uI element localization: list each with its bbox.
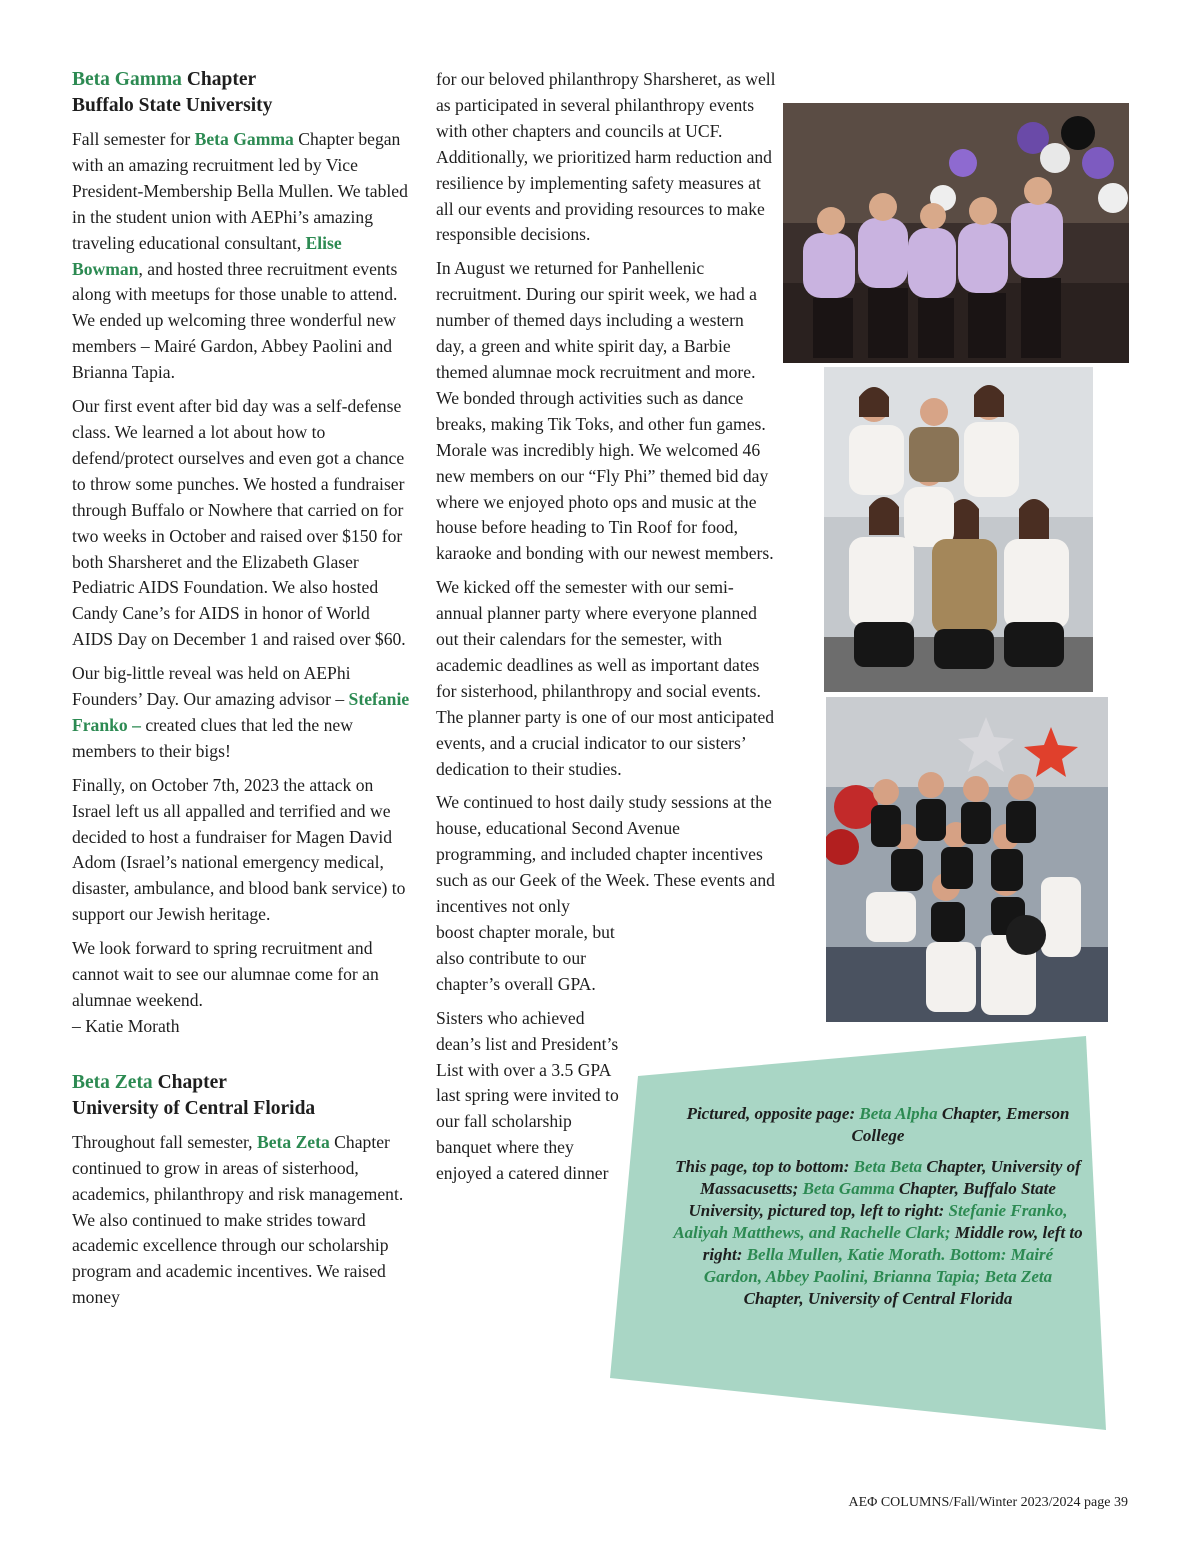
beta-gamma-heading-school: Buffalo State University — [72, 95, 273, 116]
text-run: , and hosted three recruitment events along with meetups for those unable to attend. We ended up welcoming three wonderful new members – Mairé Gardon, Abbey Paolini and Brianna Tapia. — [72, 258, 398, 383]
beta-gamma-paragraph-2: Our first event after bid day was a self-defense class. We learned a lot about how to defend/protect ourselves and even got a chance to throw some punches. We hosted a fundraiser through Buffalo or Nowhere that carried on for two weeks in October and raised over $150 for both Sharsheret and the Elizabeth Glaser Pediatric AIDS Foundation. We also hosted Candy Cane’s for AIDS in honor of World AIDS Day on December 1 and raised over $60. — [72, 396, 406, 650]
caption-opposite-page — [672, 1103, 1084, 1147]
text-run: Chapter continued to grow in areas of sisterhood, academics, philanthropy and risk management. We also continued to make strides toward academic excellence through our scholarship program and academic incentives. We raised money — [72, 1131, 404, 1308]
chapter-name-highlight: Beta Beta — [853, 1157, 923, 1176]
text-run: We continued to host daily study sessions at the house, educational Second Avenue programming, and included chapter incentives such as our Geek of the Week. These events and incentives not only — [436, 792, 775, 917]
beta-gamma-heading-chapter: Beta Gamma — [72, 69, 182, 90]
person-name-highlight: Stefanie Franko – — [72, 689, 410, 735]
text-run: We look forward to spring recruitment and cannot wait to see our alumnae come for an alumnae weekend. — [72, 938, 379, 1010]
photo-caption — [672, 1103, 1084, 1319]
beta-zeta-heading-chapter-word: Chapter — [152, 1071, 227, 1093]
text-run: Chapter, University of Massacusetts; — [700, 1157, 1081, 1198]
page-footer: AEΦ COLUMNS/Fall/Winter 2023/2024 page 39 — [848, 1495, 1128, 1510]
chapter-name-highlight: Beta Zeta — [256, 1131, 330, 1152]
chapter-name-highlight: Beta Gamma — [194, 129, 294, 149]
text-run: Chapter, Emerson College — [851, 1104, 1070, 1145]
beta-gamma-paragraph-4: Finally, on October 7th, 2023 the attack on Israel left us all appalled and terrified and we decided to host a fundraiser for Magen David Adom (Israel’s national emergency medical, disaster, ambulance, and blood bank service) to support our Jewish heritage. — [72, 774, 406, 925]
person-names-highlight: Stefanie Franko, Aaliyah Matthews, and Rachelle Clark; — [673, 1201, 1068, 1242]
beta-zeta-paragraph-2: In August we returned for Panhellenic recruitment. During our spirit week, we had a number of themed days including a western day, a green and white spirit day, a Barbie themed alumnae mock recruitment and more. We bonded through activities such as dance breaks, making Tik Toks, and other fun games. Morale was incredibly high. We welcomed 46 new members on our “Fly Phi” themed bid day where we enjoyed photo ops and music at the house before heading to Tin Roof for food, karaoke and bonding with our newest members. — [436, 258, 774, 564]
beta-zeta-heading-chapter: Beta Zeta — [72, 1071, 153, 1093]
beta-zeta-paragraph-4 — [436, 790, 776, 920]
beta-zeta-paragraph-1-continued: for our beloved philanthropy Sharsheret, as well as participated in several philanthropy events with other chapters and councils at UCF. Additionally, we prioritized harm reduction and resilience by implementing safety measures at all our events and providing resources to make responsible decisions. — [436, 69, 776, 245]
text-run: Our big-little reveal was held on AEPhi Founders’ Day. Our amazing advisor – — [72, 663, 351, 710]
text-run: Throughout fall semester, — [72, 1131, 257, 1152]
text-run: Chapter, University of Central Florida — [743, 1289, 1013, 1308]
text-run: Pictured, opposite page: — [686, 1104, 860, 1123]
text-run: Fall semester for — [72, 129, 195, 149]
beta-zeta-heading — [72, 1070, 412, 1122]
middle-column — [436, 67, 776, 1195]
signature: – Katie Morath — [72, 1015, 180, 1036]
beta-gamma-heading — [72, 67, 412, 119]
photo-beta-zeta-chapter — [826, 697, 1108, 1022]
text-run: This page, top to bottom: — [675, 1157, 854, 1176]
text-run: Chapter, Buffalo State University, pictured top, left to right: — [688, 1179, 1056, 1220]
chapter-name-highlight: Beta Alpha — [859, 1104, 938, 1123]
beta-zeta-heading-school: University of Central Florida — [72, 1097, 316, 1119]
person-names-highlight: Bella Mullen, Katie Morath. Bottom: Mairé Gardon, Abbey Paolini, Brianna Tapia; Beta Zeta — [703, 1245, 1054, 1286]
left-column — [72, 67, 412, 1319]
photo-beta-beta-chapter — [783, 103, 1129, 363]
photo-beta-gamma-chapter — [824, 367, 1093, 692]
beta-gamma-paragraph-3 — [72, 661, 412, 765]
beta-gamma-paragraph-1 — [72, 127, 412, 386]
chapter-name-highlight: Beta Gamma — [802, 1179, 895, 1198]
text-run: Middle row, left to right: — [702, 1223, 1083, 1264]
caption-this-page — [672, 1156, 1084, 1310]
beta-zeta-paragraph-3: We kicked off the semester with our semi-annual planner party where everyone planned out their calendars for the semester, with academic deadlines as well as important dates for sisterhood, philanthropy and social events. The planner party is one of our most anticipated events, and a crucial indicator to our sisters’ dedication to their studies. — [436, 577, 775, 779]
beta-gamma-heading-chapter-word: Chapter — [181, 69, 257, 90]
beta-zeta-paragraph-4-continued: boost chapter morale, but also contribute to our chapter’s overall GPA. — [436, 922, 615, 994]
text-run: Chapter began with an amazing recruitment led by Vice President-Membership Bella Mullen. We tabled in the student union with AEPhi’s amazing traveling educational consultant, — [72, 129, 408, 253]
person-name-highlight: Elise Bowman — [72, 232, 342, 279]
beta-zeta-paragraph-5: Sisters who achieved dean’s list and President’s List with over a 3.5 GPA last spring were invited to our fall scholarship banquet where they enjoyed a catered dinner — [436, 1007, 619, 1184]
beta-gamma-paragraph-5 — [72, 936, 412, 1040]
beta-zeta-paragraph-1 — [72, 1130, 412, 1311]
text-run: created clues that led the new members to their bigs! — [72, 714, 353, 761]
